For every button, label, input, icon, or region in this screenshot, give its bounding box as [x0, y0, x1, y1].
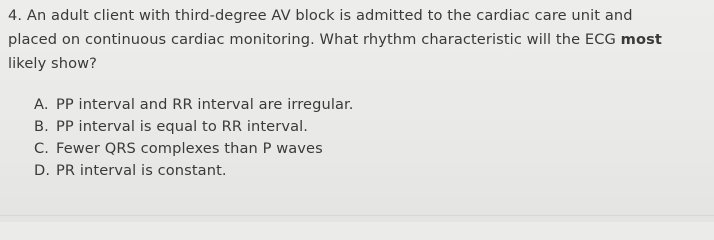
option-letter: B. [34, 118, 49, 135]
option-letter: D. [34, 162, 51, 179]
question-stem [8, 4, 708, 76]
option-text: Fewer QRS complexes than P waves [56, 140, 323, 157]
option-letter: A. [34, 96, 49, 113]
answer-option-b[interactable] [34, 116, 354, 138]
answer-options [34, 94, 354, 182]
question-line-3 [8, 52, 708, 76]
answer-option-c[interactable] [34, 138, 354, 160]
question-number: 4. [8, 7, 23, 24]
answer-option-d[interactable] [34, 160, 354, 182]
question-text-line-1: An adult client with third-degree AV block is admitted to the cardiac care unit and [26, 7, 633, 24]
option-text: PP interval and RR interval are irregular. [56, 96, 354, 113]
page-edge-divider [0, 215, 714, 216]
question-text-line-3: likely show? [8, 55, 98, 72]
question-emphasis: most [620, 31, 662, 48]
question-line-2 [8, 28, 708, 52]
option-text: PP interval is equal to RR interval. [56, 118, 309, 135]
option-letter: C. [34, 140, 50, 157]
question-line-1 [8, 4, 708, 28]
option-text: PR interval is constant. [56, 162, 227, 179]
answer-option-a[interactable] [34, 94, 354, 116]
question-text-line-2: placed on continuous cardiac monitoring. What rhythm characteristic will the ECG [8, 31, 621, 48]
